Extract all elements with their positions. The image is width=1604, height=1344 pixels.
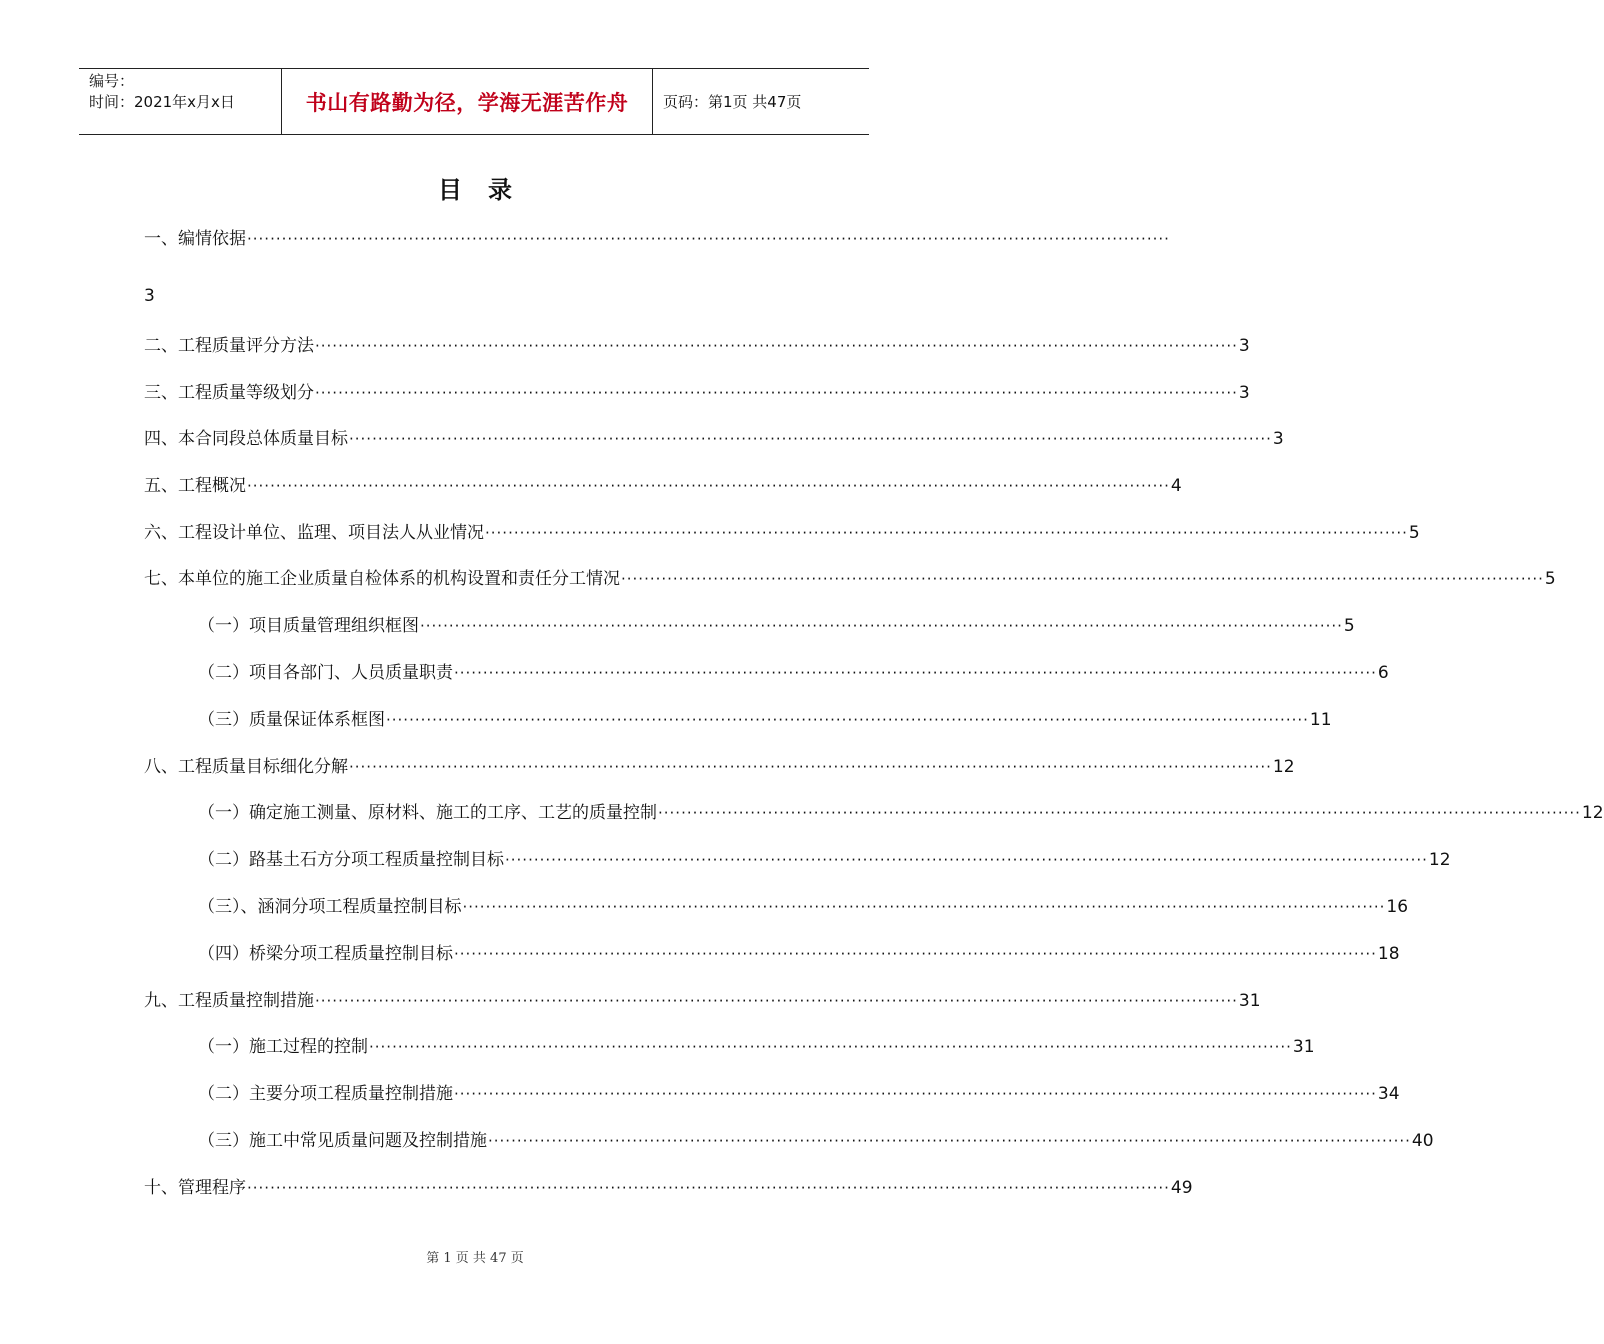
toc-entry-page: 11 <box>1309 710 1332 730</box>
toc-entry-page: 3 <box>1272 429 1284 449</box>
number-label: 编号： <box>89 72 135 90</box>
toc-entry[interactable] <box>144 378 1250 403</box>
toc-entry-page: 3 <box>1238 383 1250 403</box>
toc-entry-label: 三、工程质量等级划分 <box>144 383 314 403</box>
toc-entry-page: 5 <box>1544 569 1556 589</box>
toc-leader-dots: ································································································································································ <box>349 758 1272 776</box>
toc-entry[interactable] <box>198 1079 1400 1104</box>
toc-entry[interactable] <box>198 1032 1315 1057</box>
toc-leader-dots: ································································································································································ <box>485 524 1408 542</box>
toc-entry-label: （三）质量保证体系框图 <box>198 710 385 730</box>
toc-entry-label: （一）确定施工测量、原材料、施工的工序、工艺的质量控制 <box>198 803 657 823</box>
toc-entry[interactable] <box>198 798 1604 823</box>
toc-entry-label: （二）项目各部门、人员质量职责 <box>198 663 453 683</box>
toc-entry-page: 3 <box>144 286 155 306</box>
header-table <box>79 68 869 135</box>
toc-entry-page: 6 <box>1377 663 1389 683</box>
toc-leader-dots: ································································································································································ <box>488 1132 1411 1150</box>
toc-entry[interactable] <box>144 986 1261 1011</box>
toc-leader-dots: ································································································································································ <box>462 898 1386 916</box>
toc-leader-dots: ································································································································································ <box>247 1179 1170 1197</box>
toc-entry-label: 六、工程设计单位、监理、项目法人从业情况 <box>144 523 484 543</box>
toc-entry-page: 12 <box>1272 757 1295 777</box>
toc-leader-dots: ································································································································································ <box>505 851 1428 869</box>
toc-entry-label: （一）项目质量管理组织框图 <box>198 616 419 636</box>
page-footer: 第 1 页 共 47 页 <box>426 1251 524 1266</box>
toc-entry-label: （三）、涵洞分项工程质量控制目标 <box>198 897 462 917</box>
toc-entry[interactable] <box>144 224 1170 249</box>
toc-entry-page: 5 <box>1408 523 1420 543</box>
toc-entry[interactable] <box>198 1126 1434 1151</box>
toc-leader-dots: ································································································································································ <box>621 570 1544 588</box>
toc-entry-label: 二、工程质量评分方法 <box>144 336 314 356</box>
toc-entry[interactable] <box>144 564 1556 589</box>
toc-entry-page: 12 <box>1581 803 1604 823</box>
toc-entry[interactable] <box>144 471 1182 496</box>
toc-entry[interactable] <box>198 658 1389 683</box>
toc-entry-label: 九、工程质量控制措施 <box>144 991 314 1011</box>
toc-entry-page: 3 <box>1238 336 1250 356</box>
toc-entry-page: 4 <box>1170 476 1182 496</box>
toc-entry-label: （二）路基土石方分项工程质量控制目标 <box>198 850 504 870</box>
toc-entry[interactable] <box>144 424 1284 449</box>
toc-entry-label: （四）桥梁分项工程质量控制目标 <box>198 944 453 964</box>
toc-leader-dots: ································································································································································ <box>247 477 1170 495</box>
toc-leader-dots: ································································································································································ <box>454 1085 1377 1103</box>
toc-leader-dots: ································································································································································ <box>369 1038 1292 1056</box>
toc-entry[interactable] <box>198 611 1355 636</box>
toc-entry[interactable] <box>144 518 1420 543</box>
toc-entry-page: 16 <box>1386 897 1409 917</box>
toc-entry-label: 十、管理程序 <box>144 1178 246 1198</box>
toc-entry-label: 八、工程质量目标细化分解 <box>144 757 348 777</box>
toc-entry[interactable] <box>198 892 1409 917</box>
toc-leader-dots: ································································································································································ <box>454 945 1377 963</box>
toc-entry-label: 四、本合同段总体质量目标 <box>144 429 348 449</box>
toc-entry-page: 34 <box>1377 1084 1400 1104</box>
time-label: 时间：2021年x月x日 <box>89 93 235 111</box>
toc-entry-page: 31 <box>1238 991 1261 1011</box>
toc-entry-label: （二）主要分项工程质量控制措施 <box>198 1084 453 1104</box>
toc-entry-page: 49 <box>1170 1178 1193 1198</box>
toc-entry[interactable] <box>144 331 1250 356</box>
document-title: 目录 <box>438 176 538 204</box>
toc-entry-page: 31 <box>1292 1037 1315 1057</box>
toc-entry[interactable] <box>198 705 1332 730</box>
header-meta <box>79 69 281 134</box>
toc-entry[interactable] <box>198 845 1451 870</box>
toc-entry[interactable] <box>198 939 1400 964</box>
toc-leader-dots: ································································································································································ <box>658 804 1581 822</box>
toc-entry-page: 5 <box>1343 616 1355 636</box>
toc-leader-dots: ································································································································································ <box>315 337 1238 355</box>
toc-leader-dots: ································································································································································ <box>386 711 1309 729</box>
toc-leader-dots: ································································································································································ <box>454 664 1377 682</box>
toc-entry-label: 五、工程概况 <box>144 476 246 496</box>
toc-entry-label: （三）施工中常见质量问题及控制措施 <box>198 1131 487 1151</box>
toc-entry-label: （一）施工过程的控制 <box>198 1037 368 1057</box>
toc-entry[interactable] <box>144 1173 1193 1198</box>
motto: 书山有路勤为径，学海无涯苦作舟 <box>281 69 653 134</box>
toc-entry-page: 40 <box>1411 1131 1434 1151</box>
page-label: 页码：第1页 共47页 <box>663 93 802 111</box>
toc-leader-dots: ································································································································································ <box>315 384 1238 402</box>
toc-leader-dots: ································································································································································ <box>420 617 1343 635</box>
toc-entry-label: 七、本单位的施工企业质量自检体系的机构设置和责任分工情况 <box>144 569 620 589</box>
toc-leader-dots: ································································································································································ <box>315 992 1238 1010</box>
toc-entry-page: 12 <box>1428 850 1451 870</box>
toc-leader-dots: ································································································································································ <box>247 230 1170 248</box>
toc-leader-dots: ································································································································································ <box>349 430 1272 448</box>
toc-entry-page: 18 <box>1377 944 1400 964</box>
toc-entry[interactable] <box>144 752 1295 777</box>
toc-entry-label: 一、编情依据 <box>144 229 246 249</box>
